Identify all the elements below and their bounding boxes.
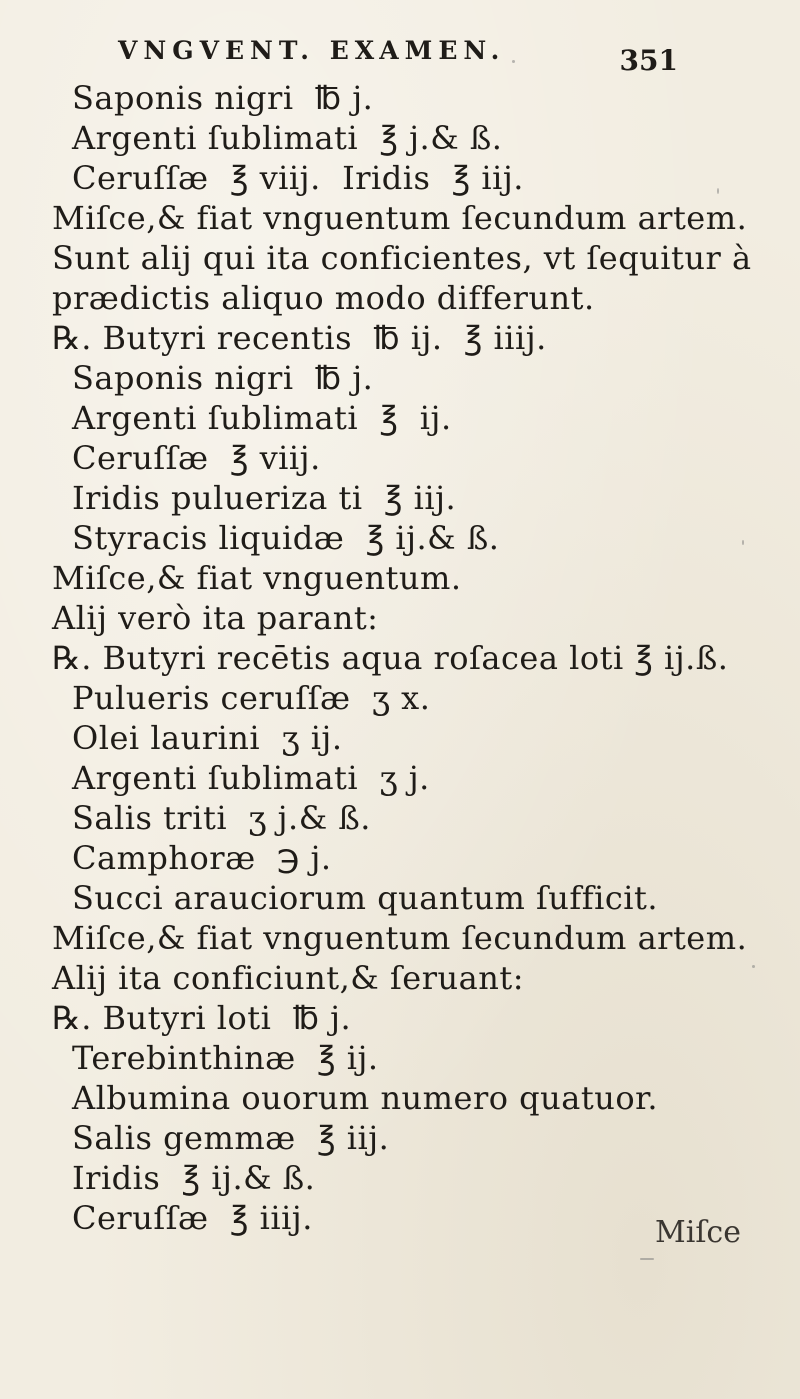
text-line: Olei laurini ʒ ij. [72,719,343,757]
text-line: Argenti ſublimati ℥ ij. [72,399,452,437]
page-header [118,36,678,76]
text-line: Argenti ſublimati ʒ j. [72,759,430,797]
paper-speck [640,1258,654,1260]
catchword: Miſce [655,1215,741,1250]
text-line: Ceruſſæ ℥ viij. [72,439,321,477]
text-line: Terebinthinæ ℥ ij. [72,1039,379,1077]
text-line: Succi arauciorum quantum ſufficit. [72,879,659,917]
text-line: Miſce,& fiat vnguentum ſecundum artem. [52,919,748,957]
text-line: Ceruſſæ ℥ viij. Iridis ℥ iij. [72,159,524,197]
text-line: Saponis nigri ℔ j. [72,79,374,117]
running-head: VNGVENT. EXAMEN. [118,36,506,65]
text-line: Albumina ouorum numero quatuor. [72,1079,659,1117]
text-line: prædictis aliquo modo differunt. [52,279,595,317]
text-line: Iridis ℥ ij.& ß. [72,1159,316,1197]
text-line: Miſce,& fiat vnguentum. [52,559,462,597]
text-line: Alij verò ita parant: [52,599,379,637]
page-number: 351 [619,44,678,77]
text-line: Alij ita conficiunt,& ſeruant: [52,959,524,997]
paper-speck [717,188,719,194]
paper-speck [512,60,515,63]
paper-speck [752,965,755,968]
text-line: Pulueris ceruſſæ ʒ x. [72,679,431,717]
text-line: ℞. Butyri recentis ℔ ij. ℥ iiij. [52,319,547,357]
paper-speck [742,540,744,545]
text-line: Salis triti ʒ j.& ß. [72,799,371,837]
text-line: Sunt alij qui ita conficientes, vt ſequitur à [52,239,752,277]
text-line: Ceruſſæ ℥ iiij. [72,1199,313,1237]
text-line: ℞. Butyri loti ℔ j. [52,999,352,1037]
text-line: Camphoræ ℈ j. [72,839,332,877]
text-line: Styracis liquidæ ℥ ij.& ß. [72,519,500,557]
text-line: Saponis nigri ℔ j. [72,359,374,397]
text-line: Argenti ſublimati ℥ j.& ß. [72,119,503,157]
text-line: Salis gemmæ ℥ iij. [72,1119,390,1157]
text-line: ℞. Butyri recētis aqua roſacea loti ℥ ij.ß. [52,639,729,677]
text-line: Iridis pulueriza ti ℥ iij. [72,479,457,517]
text-line: Miſce,& fiat vnguentum ſecundum artem. [52,199,748,237]
